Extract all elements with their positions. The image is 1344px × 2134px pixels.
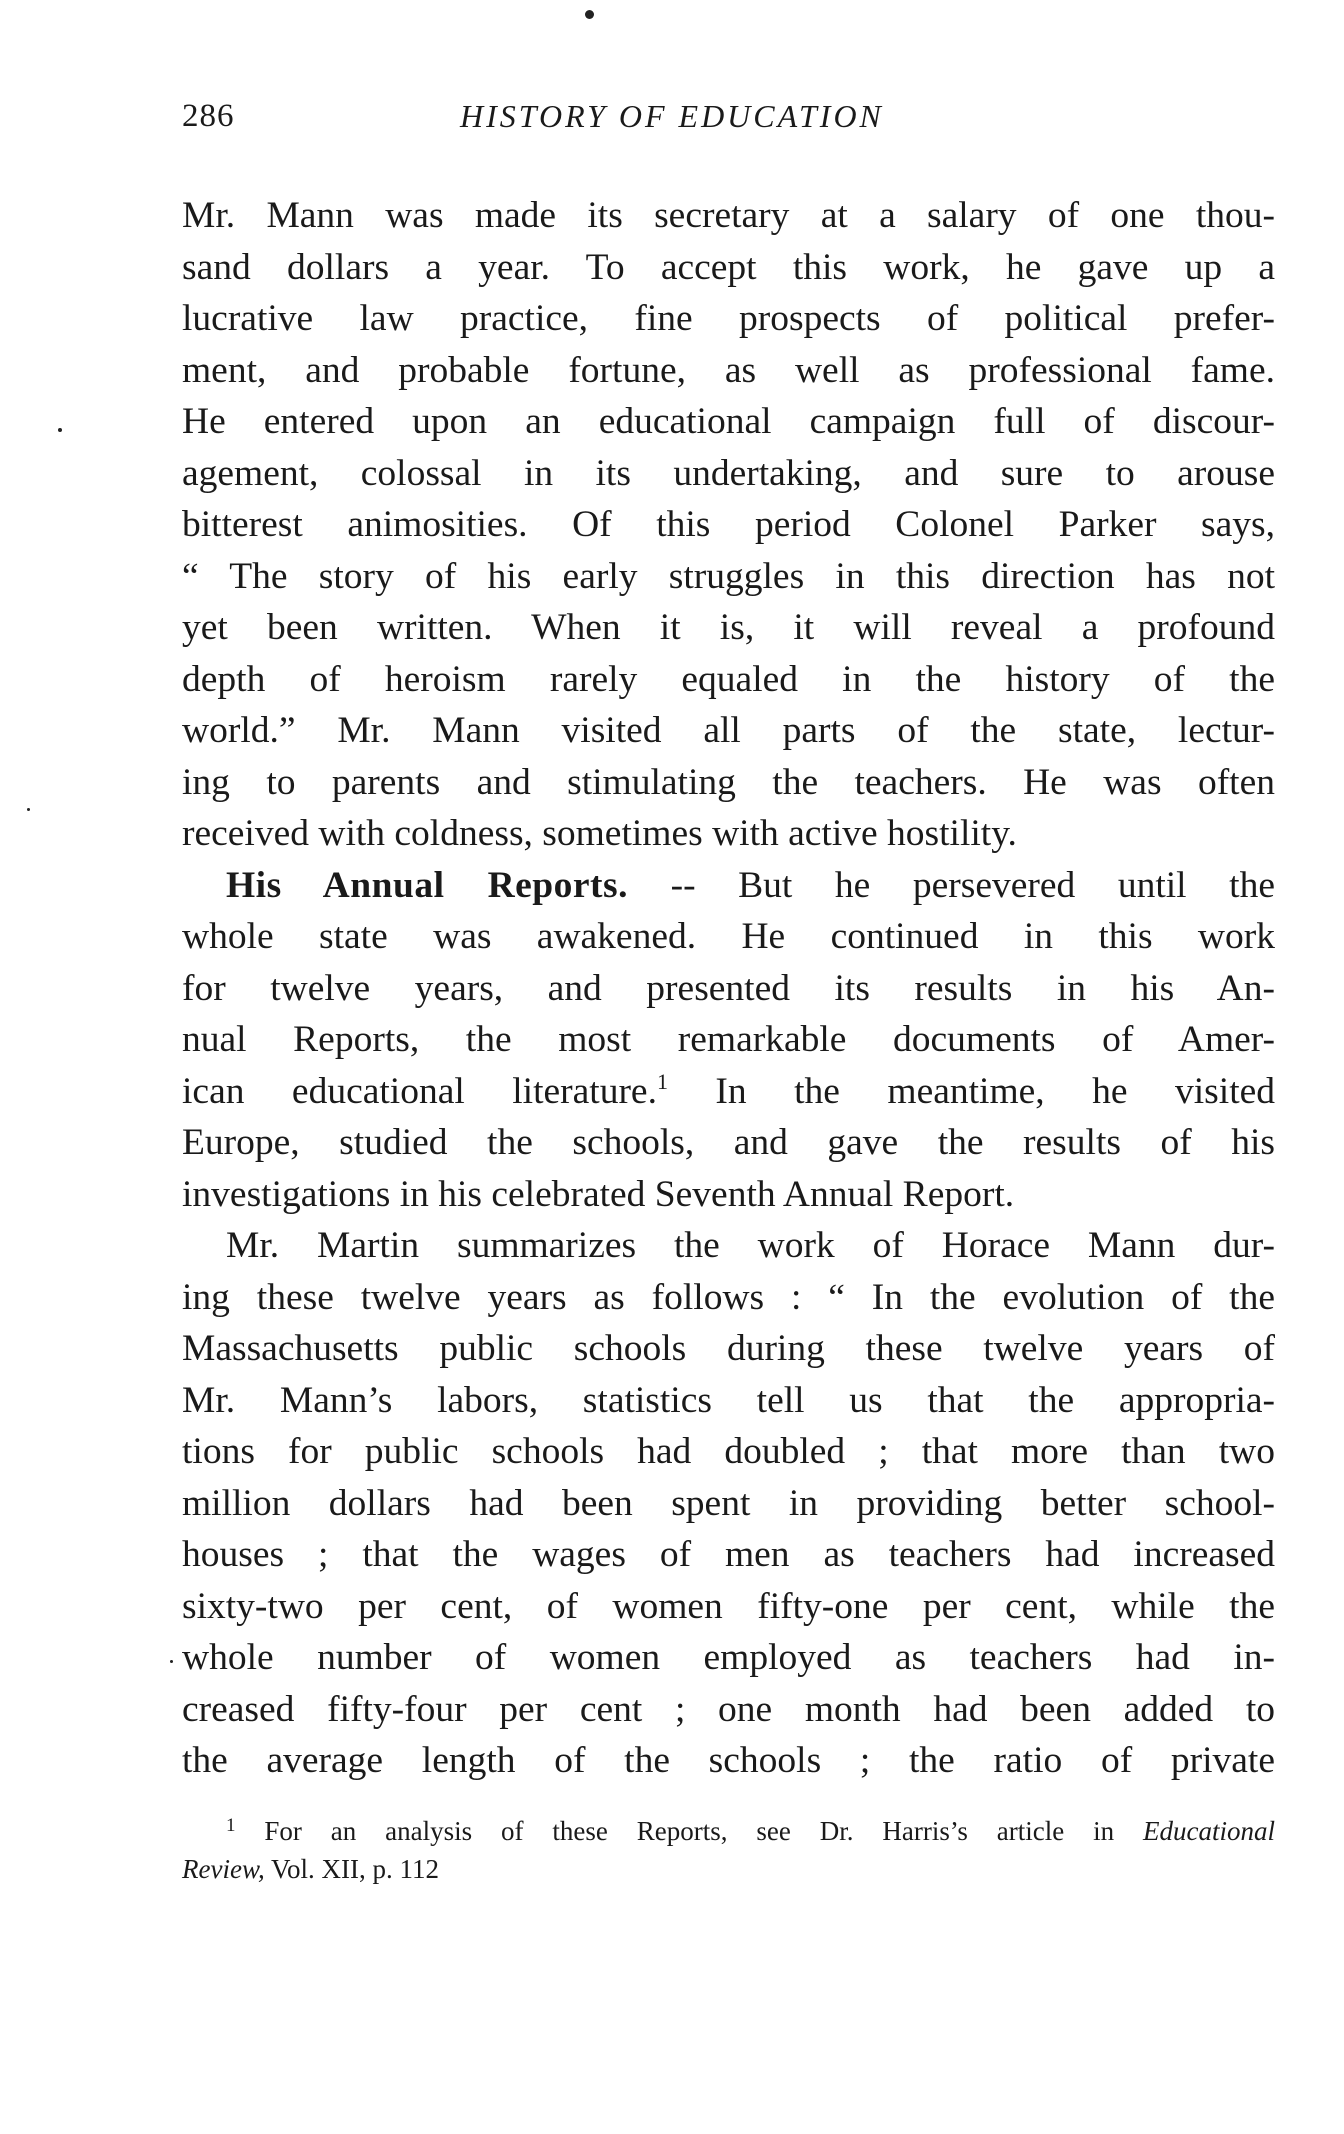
page-number: 286 [182, 98, 235, 134]
ink-speck [170, 1660, 173, 1663]
section-heading: His Annual Reports. [226, 864, 629, 906]
text-line: sand dollars a year. To accept this work, he gave up a [182, 246, 1275, 288]
text-segment: ican educational literature. [182, 1070, 657, 1112]
text-line: creased fifty-four per cent ; one month had been added to [182, 1688, 1275, 1730]
ink-speck [58, 428, 62, 432]
text-line: whole number of women employed as teachers had in- [182, 1637, 1275, 1678]
text-line: Mr. Mann’s labors, statistics tell us that the appropria- [182, 1379, 1275, 1421]
journal-title: Educational [1143, 1816, 1275, 1846]
text-line: tions for public schools had doubled ; that more than two [182, 1431, 1275, 1472]
text-line: ing these twelve years as follows : “ In the evolution of the [182, 1276, 1275, 1318]
text-line: Massachusetts public schools during these twelve years of [182, 1328, 1275, 1369]
footnote-citation: Vol. XII, p. 112 [264, 1854, 439, 1884]
footnote-line [182, 1850, 1275, 1888]
text-line: houses ; that the wages of men as teachers had increased [182, 1534, 1275, 1575]
text-line: yet been written. When it is, it will reveal a profound [182, 607, 1275, 648]
text-line: lucrative law practice, fine prospects of political prefer- [182, 298, 1275, 339]
text-line: million dollars had been spent in providing better school- [182, 1482, 1275, 1524]
text-line: “ The story of his early struggles in this direction has not [182, 555, 1275, 597]
footnote [182, 1812, 1275, 1888]
text-line: for twelve years, and presented its results in his An- [182, 967, 1275, 1009]
text-line: bitterest animosities. Of this period Colonel Parker says, [182, 504, 1275, 545]
text-line: the average length of the schools ; the ratio of private [182, 1740, 1275, 1781]
footnote-line [182, 1812, 1275, 1850]
running-head [182, 98, 1275, 146]
text-line: nual Reports, the most remarkable documents of Amer- [182, 1019, 1275, 1060]
text-line: ment, and probable fortune, as well as professional fame. [182, 349, 1275, 391]
ink-speck [585, 10, 594, 19]
text-segment: In the meantime, he visited [667, 1070, 1275, 1112]
text-line: investigations in his celebrated Seventh Annual Report. [182, 1173, 1015, 1215]
text-line: Mr. Martin summarizes the work of Horace Mann dur- [226, 1225, 1275, 1266]
text-line: agement, colossal in its undertaking, and sure to arouse [182, 452, 1275, 494]
journal-title: Review, [182, 1854, 265, 1884]
text-line: Mr. Mann was made its secretary at a salary of one thou- [182, 195, 1275, 236]
text-line: He entered upon an educational campaign full of discour- [182, 401, 1275, 442]
running-title: HISTORY OF EDUCATION [460, 98, 884, 134]
text-line: ing to parents and stimulating the teachers. He was often [182, 761, 1275, 803]
text-line: sixty-two per cent, of women fifty-one per cent, while the [182, 1585, 1275, 1627]
body-text [182, 190, 1275, 1787]
text-line: received with coldness, sometimes with active hostility. [182, 813, 1017, 854]
footnote-reference: 1 [656, 1068, 668, 1094]
text-line: Europe, studied the schools, and gave the results of his [182, 1122, 1275, 1163]
text-line: world.” Mr. Mann visited all parts of the state, lectur- [182, 710, 1275, 751]
section-heading-line [182, 860, 1275, 912]
heading-continuation: -- But he persevered until the [628, 864, 1275, 906]
text-line: depth of heroism rarely equaled in the history of the [182, 658, 1275, 700]
ink-speck [27, 808, 30, 811]
text-line-with-footnote [182, 1066, 1275, 1118]
text-line: whole state was awakened. He continued in this work [182, 916, 1275, 957]
footnote-mark: 1 [226, 1815, 236, 1836]
footnote-text: For an analysis of these Reports, see Dr. Harris’s article in [235, 1816, 1144, 1846]
